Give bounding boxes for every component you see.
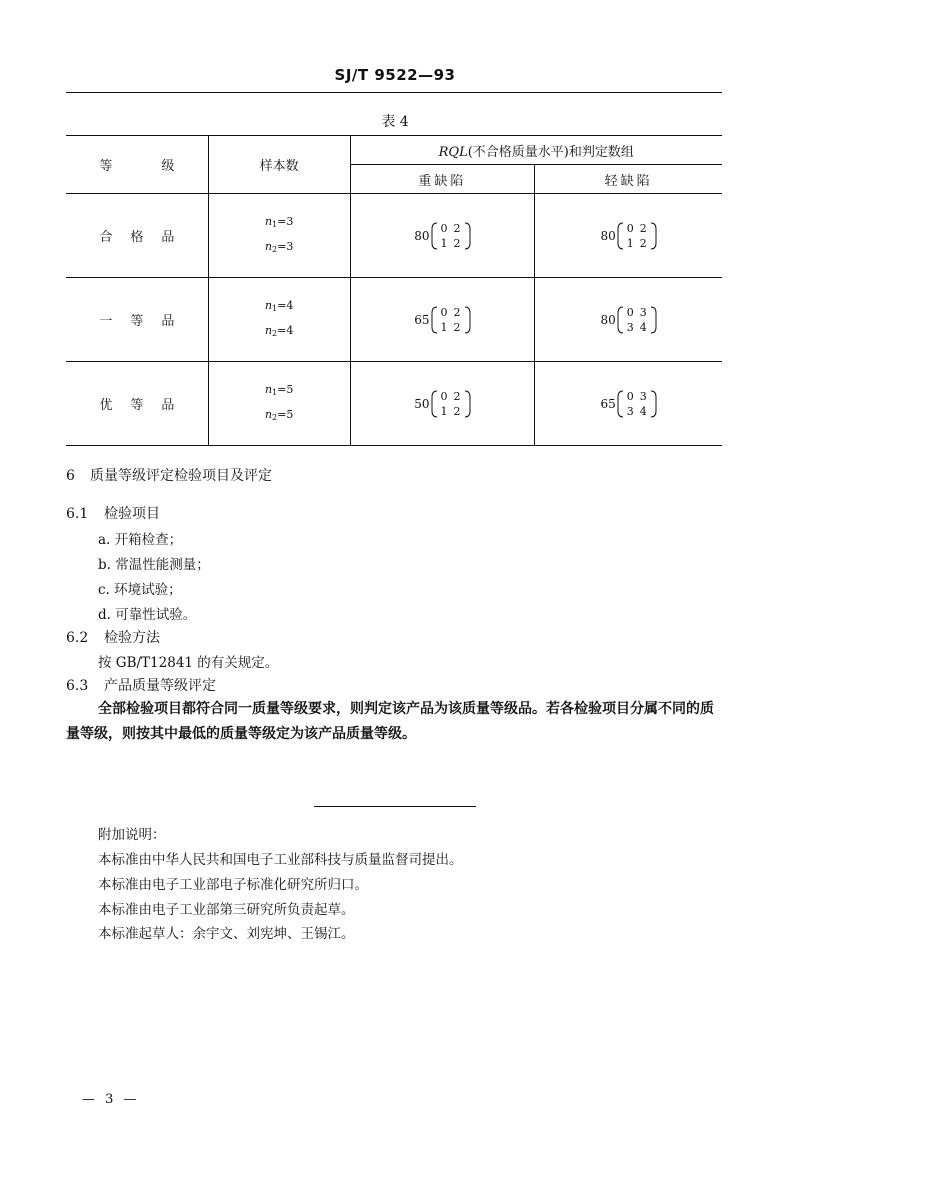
minor-defect-cell: 80 0 3 3 4 bbox=[535, 278, 722, 362]
minor-defect-cell: 80 0 2 1 2 bbox=[535, 194, 722, 278]
note-line: 本标准由电子工业部电子标准化研究所归口。 bbox=[98, 877, 368, 893]
section-6-3-heading: 6.3 产品质量等级评定 bbox=[66, 678, 216, 694]
table-row bbox=[66, 194, 722, 278]
list-item: a. 开箱检查； bbox=[98, 532, 183, 548]
grade-cell: 一等品 bbox=[66, 278, 208, 362]
table-caption: 表 4 bbox=[381, 114, 409, 130]
table-row bbox=[66, 278, 722, 362]
grade-cell: 合格品 bbox=[66, 194, 208, 278]
major-defect-cell: 65 0 2 1 2 bbox=[350, 278, 535, 362]
end-rule bbox=[314, 806, 476, 807]
standard-number: SJ/T 9522—93 bbox=[334, 66, 456, 84]
list-item: b. 常温性能测量； bbox=[98, 557, 210, 573]
note-line: 本标准由电子工业部第三研究所负责起草。 bbox=[98, 902, 355, 918]
header-rql: RQL(不合格质量水平)和判定数组 bbox=[350, 136, 722, 165]
section-6-2-text: 按 GB/T12841 的有关规定。 bbox=[98, 655, 279, 671]
sample-cell: $n_1=5$ $n_2=5$ bbox=[208, 362, 350, 446]
rql-table bbox=[66, 135, 722, 446]
major-defect-cell: 50 0 2 1 2 bbox=[350, 362, 535, 446]
section-6-2-heading: 6.2 检验方法 bbox=[66, 630, 160, 646]
minor-defect-cell: 65 0 3 3 4 bbox=[535, 362, 722, 446]
header-major-defect: 重缺陷 bbox=[350, 165, 535, 194]
header-minor-defect: 轻缺陷 bbox=[535, 165, 722, 194]
page-number: — 3 — bbox=[82, 1092, 140, 1107]
table-row bbox=[66, 362, 722, 446]
note-line: 本标准起草人：余宇文、刘宪坤、王锡江。 bbox=[98, 926, 355, 942]
sample-cell: $n_1=3$ $n_2=3$ bbox=[208, 194, 350, 278]
list-item: c. 环境试验； bbox=[98, 582, 182, 598]
notes-title: 附加说明： bbox=[98, 827, 166, 843]
list-item: d. 可靠性试验。 bbox=[98, 607, 197, 623]
header-level: 等 级 bbox=[66, 136, 208, 194]
major-defect-cell: 80 0 2 1 2 bbox=[350, 194, 535, 278]
section-6-3-paragraph: 全部检验项目都符合同一质量等级要求，则判定该产品为该质量等级品。若各检验项目分属不同的质量等级，则按其中最低的质量等级定为该产品质量等级。 bbox=[66, 701, 714, 742]
grade-cell: 优等品 bbox=[66, 362, 208, 446]
section-6-1-heading: 6.1 检验项目 bbox=[66, 506, 160, 522]
sample-cell: $n_1=4$ $n_2=4$ bbox=[208, 278, 350, 362]
section-6-heading: 6 质量等级评定检验项目及评定 bbox=[66, 468, 272, 484]
header-sample-size: 样本数 bbox=[208, 136, 350, 194]
note-line: 本标准由中华人民共和国电子工业部科技与质量监督司提出。 bbox=[98, 852, 463, 868]
header-rule bbox=[66, 92, 722, 93]
